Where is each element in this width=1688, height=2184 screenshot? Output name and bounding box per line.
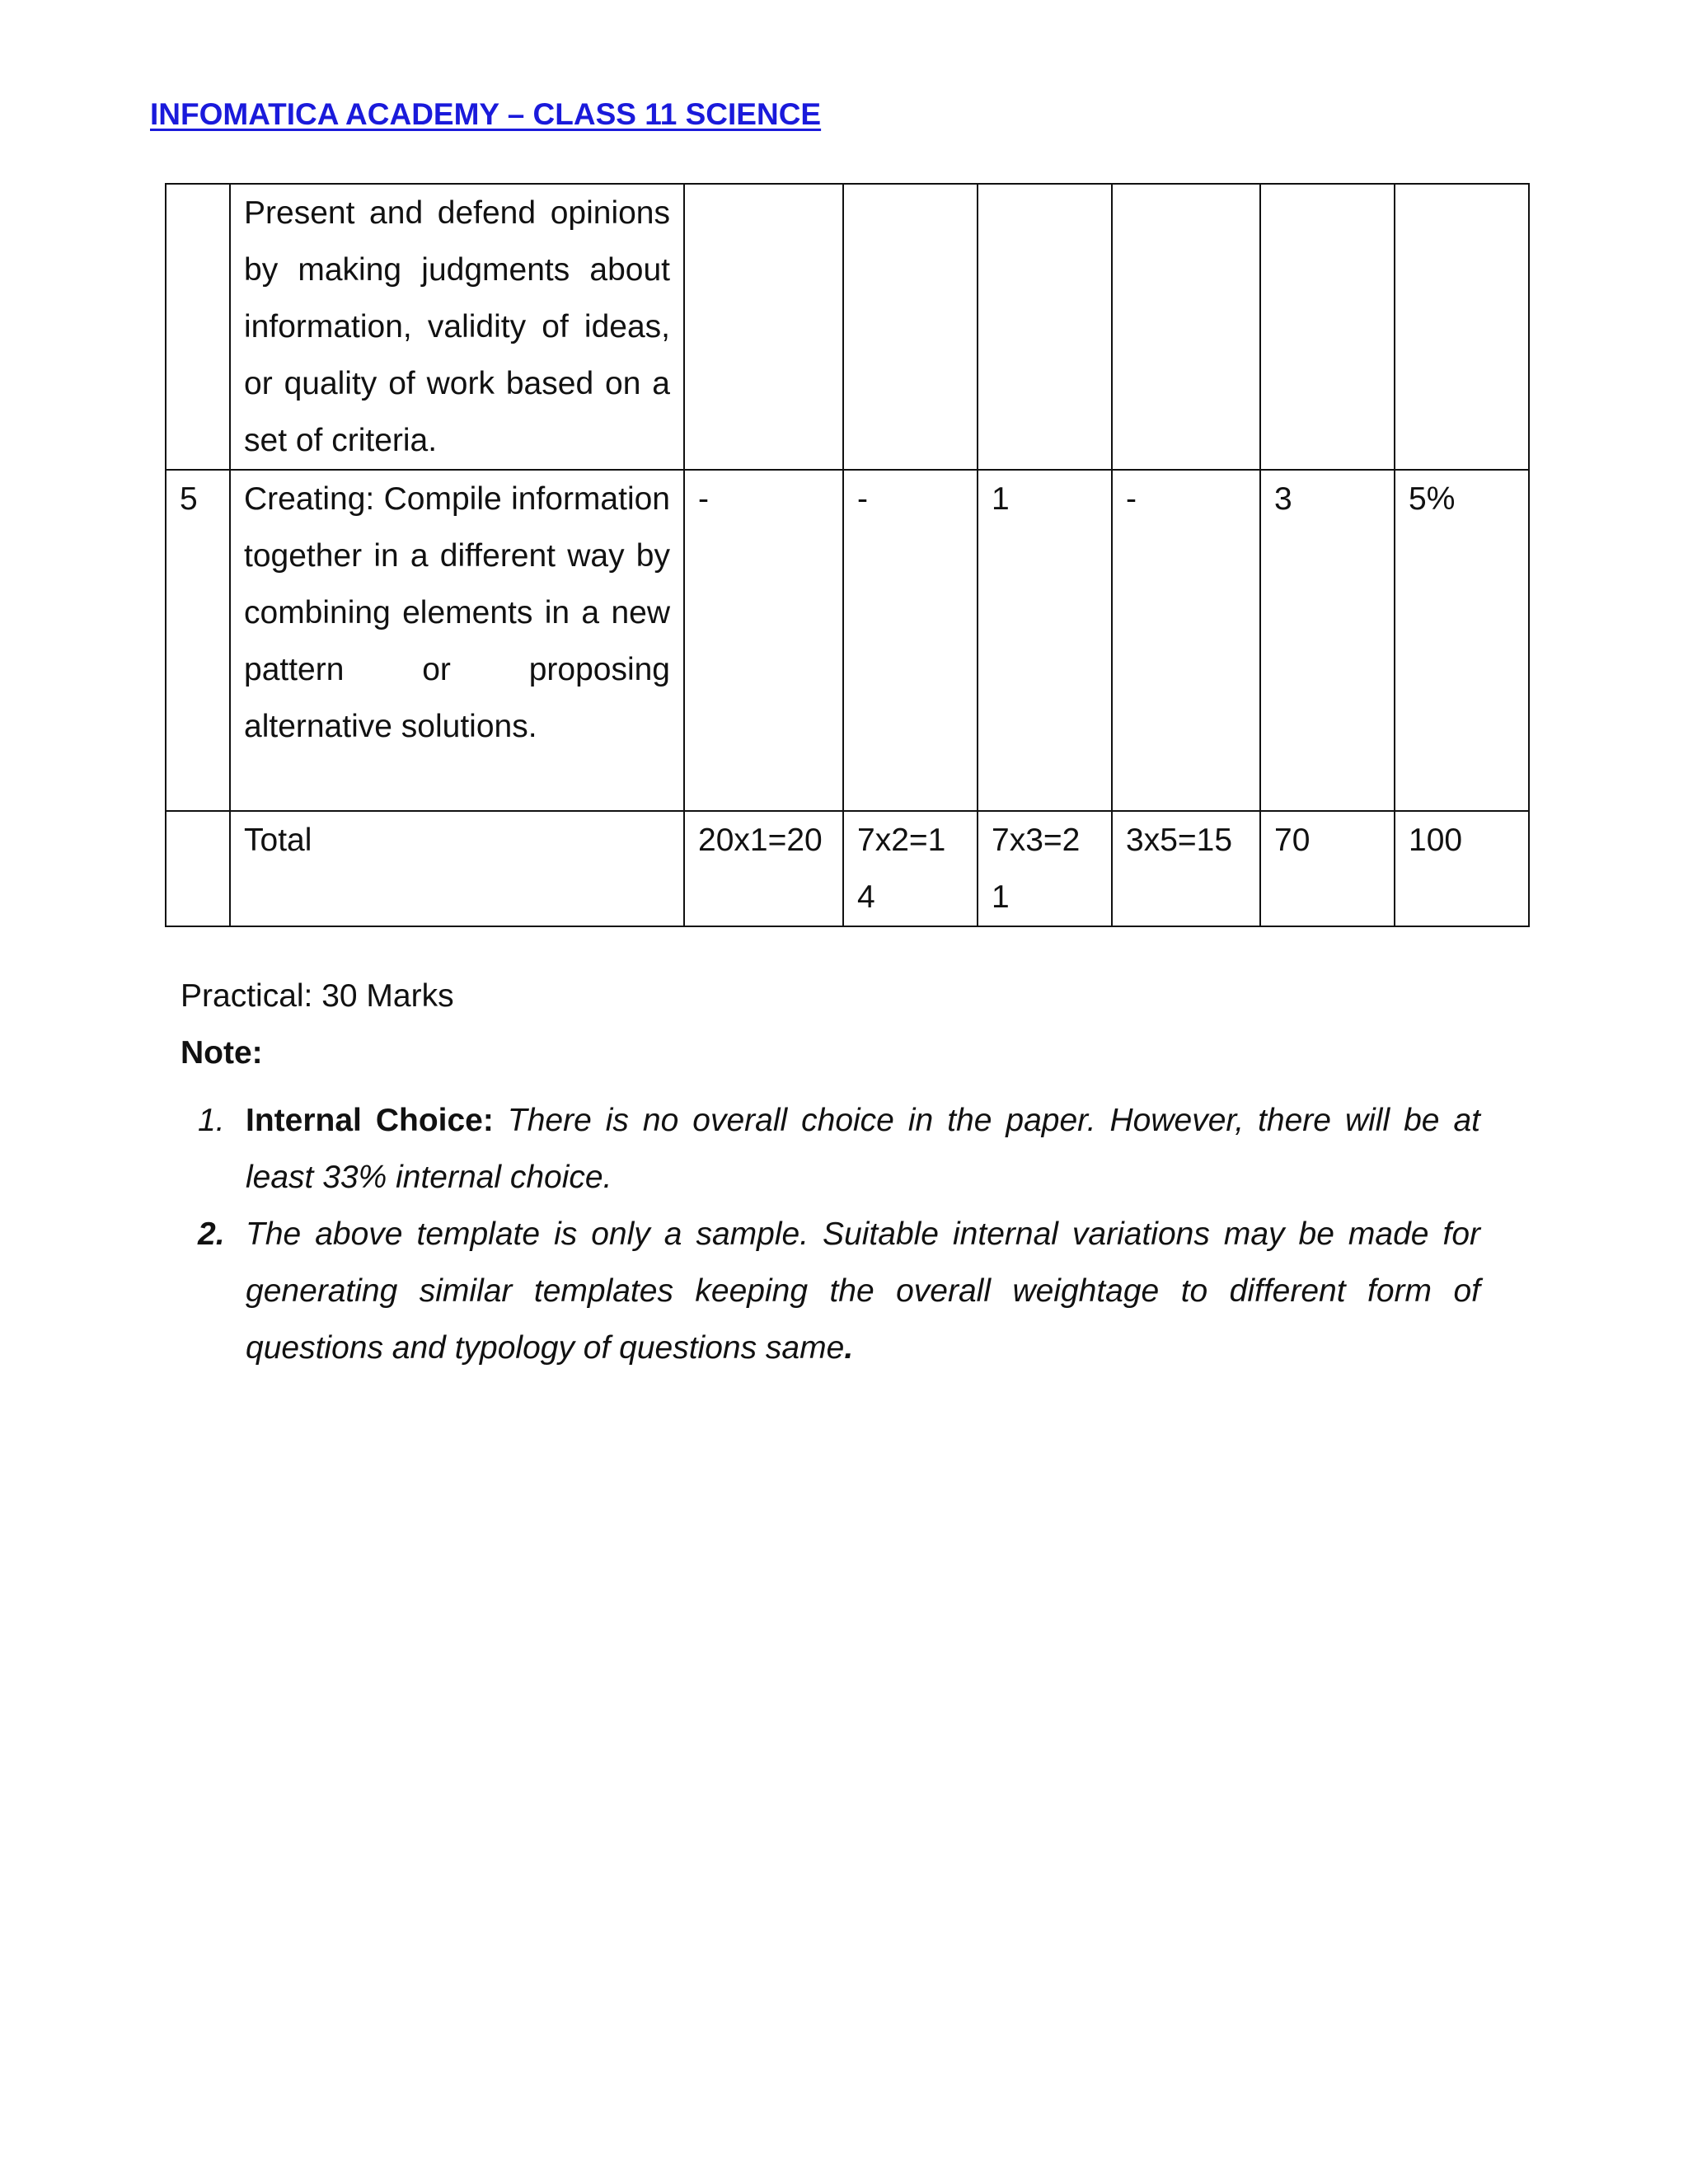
- table-cell: [1260, 184, 1395, 470]
- note-end-mark: .: [844, 1330, 854, 1366]
- note-item: [198, 1206, 1480, 1376]
- table-cell: 7x3=21: [978, 811, 1112, 926]
- table-row: [166, 184, 1529, 470]
- table-cell: 3: [1260, 470, 1395, 811]
- table-cell: [1395, 184, 1529, 470]
- table-cell: 20x1=20: [684, 811, 843, 926]
- objective-description-cell: Creating: Compile information together in a different way by combining elements in a new pattern or proposing alternative solutions.: [230, 470, 684, 811]
- table-cell: 3x5=15: [1112, 811, 1260, 926]
- table-cell: [1112, 184, 1260, 470]
- note-heading: Note:: [181, 1035, 263, 1071]
- table-cell: [843, 184, 978, 470]
- total-label-cell: Total: [230, 811, 684, 926]
- table-cell: [684, 184, 843, 470]
- table-cell: -: [684, 470, 843, 811]
- note-text: The above template is only a sample. Suitable internal variations may be made for generating similar templates keeping the overall weightage to different form of questions and typology of questions same: [246, 1216, 1480, 1366]
- table-row-total: [166, 811, 1529, 926]
- table-cell: 1: [978, 470, 1112, 811]
- table-cell: 7x2=14: [843, 811, 978, 926]
- table-cell: -: [1112, 470, 1260, 811]
- row-number-cell: [166, 184, 230, 470]
- note-label: Internal Choice:: [246, 1103, 494, 1138]
- table-cell: 70: [1260, 811, 1395, 926]
- table-cell: 5%: [1395, 470, 1529, 811]
- row-number-cell: 5: [166, 470, 230, 811]
- note-number: 2.: [198, 1216, 225, 1252]
- table-cell: -: [843, 470, 978, 811]
- table-cell: 100: [1395, 811, 1529, 926]
- marks-blueprint-table: [165, 183, 1530, 927]
- practical-marks-text: Practical: 30 Marks: [181, 978, 454, 1014]
- header-title-link[interactable]: INFOMATICA ACADEMY – CLASS 11 SCIENCE: [150, 97, 822, 131]
- table-row: [166, 470, 1529, 811]
- objective-description-cell: Present and defend opinions by making judgments about information, validity of ideas, or quality of work based on a set of criteria.: [230, 184, 684, 470]
- note-number: 1.: [198, 1103, 225, 1138]
- note-list: [198, 1092, 1480, 1376]
- table-cell: [978, 184, 1112, 470]
- row-number-cell: [166, 811, 230, 926]
- note-text: There is no overall choice in the paper. However, there will be at least 33% internal choice.: [246, 1103, 1480, 1195]
- note-item: [198, 1092, 1480, 1206]
